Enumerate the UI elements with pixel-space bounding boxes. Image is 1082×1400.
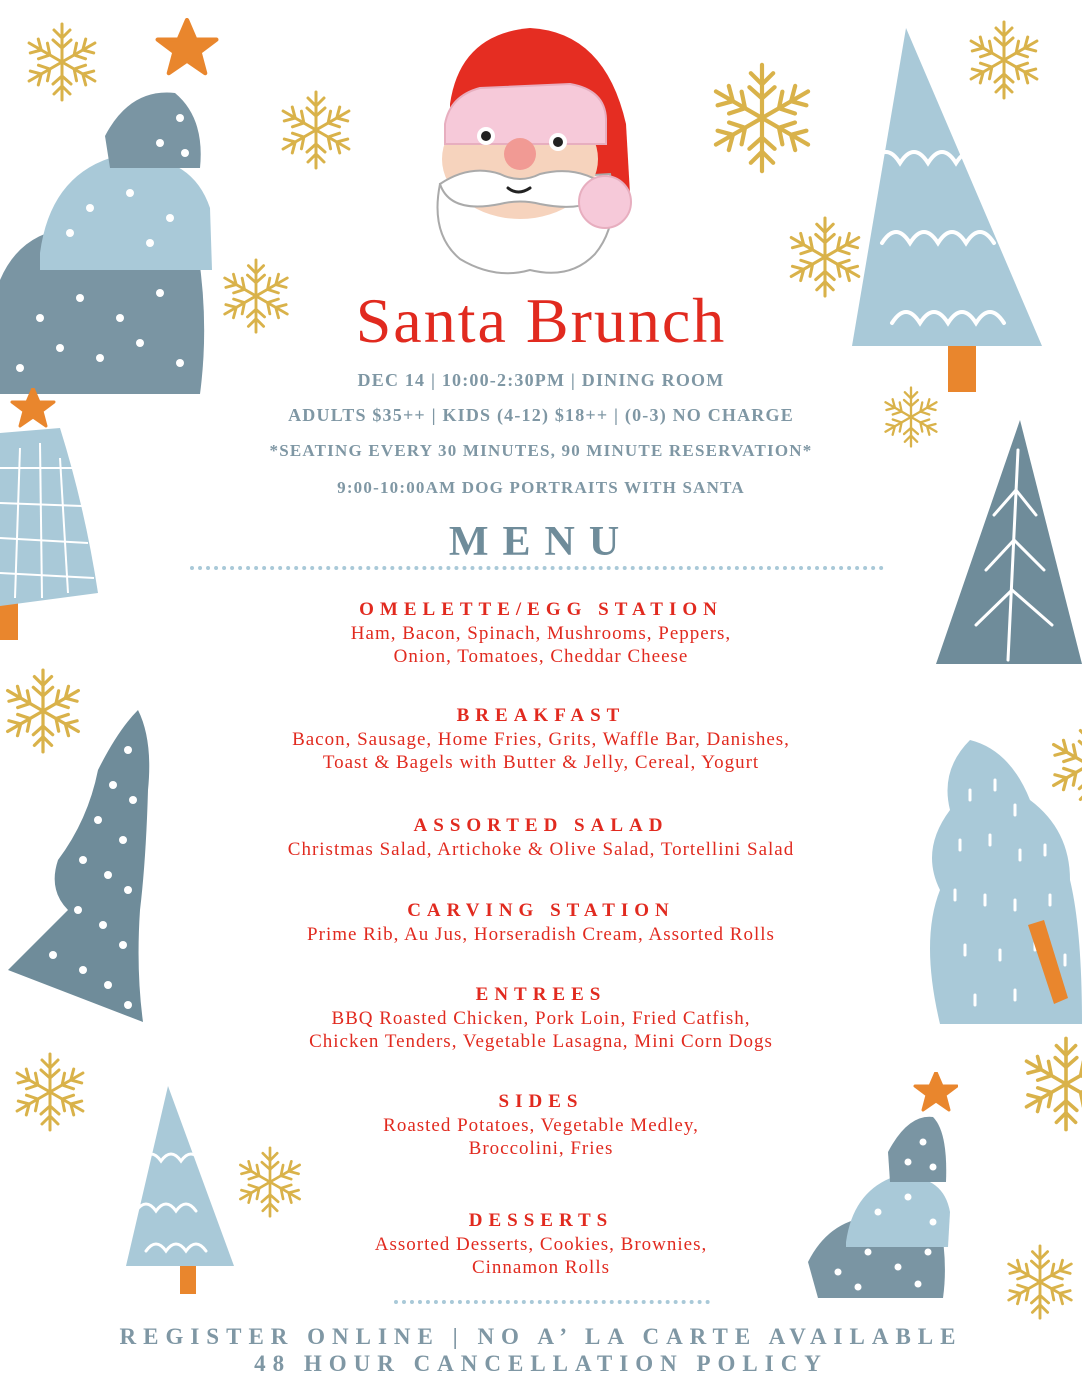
menu-section	[0, 704, 1082, 774]
snowflake-icon	[276, 90, 356, 170]
santa-face-icon	[420, 24, 636, 280]
section-items: Chicken Tenders, Vegetable Lasagna, Mini Corn Dogs	[309, 1031, 773, 1052]
section-title: DESSERTS	[468, 1210, 614, 1231]
section-items: Cinnamon Rolls	[471, 1257, 611, 1278]
menu-heading: MENU	[448, 519, 634, 565]
section-items: Onion, Tomatoes, Cheddar Cheese	[393, 646, 689, 667]
section-items: Prime Rib, Au Jus, Horseradish Cream, Assorted Rolls	[307, 924, 775, 945]
section-title: OMELETTE/EGG STATION	[359, 599, 723, 620]
section-title: CARVING STATION	[407, 900, 675, 921]
section-items: Assorted Desserts, Cookies, Brownies,	[374, 1234, 708, 1255]
snowflake-icon	[706, 62, 818, 174]
page-title: Santa Brunch	[355, 285, 727, 356]
menu-section	[0, 1209, 1082, 1279]
section-title: ASSORTED SALAD	[413, 815, 669, 836]
divider	[190, 566, 884, 570]
section-items: Bacon, Sausage, Home Fries, Grits, Waffle Bar, Danishes,	[292, 729, 790, 750]
section-items: Broccolini, Fries	[468, 1138, 614, 1159]
dog-portraits-note: 9:00-10:00AM DOG PORTRAITS WITH SANTA	[337, 478, 745, 497]
christmas-tree-icon	[920, 740, 1082, 1024]
footer-cancellation: 48 HOUR CANCELLATION POLICY	[254, 1351, 828, 1376]
section-items: Ham, Bacon, Spinach, Mushrooms, Peppers,	[350, 623, 732, 644]
event-details-line: DEC 14 | 10:00-2:30PM | DINING ROOM	[357, 370, 725, 390]
section-items: Christmas Salad, Artichoke & Olive Salad, Tortellini Salad	[287, 839, 795, 860]
menu-section	[0, 899, 1082, 946]
section-title: ENTREES	[475, 984, 607, 1005]
section-items: Roasted Potatoes, Vegetable Medley,	[383, 1115, 699, 1136]
menu-section	[0, 598, 1082, 668]
section-title: BREAKFAST	[456, 705, 626, 726]
section-items: Toast & Bagels with Butter & Jelly, Cereal, Yogurt	[322, 752, 760, 773]
menu-section	[0, 1090, 1082, 1160]
divider	[394, 1300, 710, 1304]
section-title: SIDES	[498, 1091, 584, 1112]
menu-section	[0, 983, 1082, 1053]
seating-note: *SEATING EVERY 30 MINUTES, 90 MINUTE RESERVATION*	[269, 441, 813, 460]
menu-section	[0, 814, 1082, 861]
footer-registration: REGISTER ONLINE | NO A’ LA CARTE AVAILABLE	[119, 1324, 963, 1349]
pricing-line: ADULTS $35++ | KIDS (4-12) $18++ | (0-3) NO CHARGE	[288, 405, 794, 425]
section-items: BBQ Roasted Chicken, Pork Loin, Fried Catfish,	[331, 1008, 751, 1029]
